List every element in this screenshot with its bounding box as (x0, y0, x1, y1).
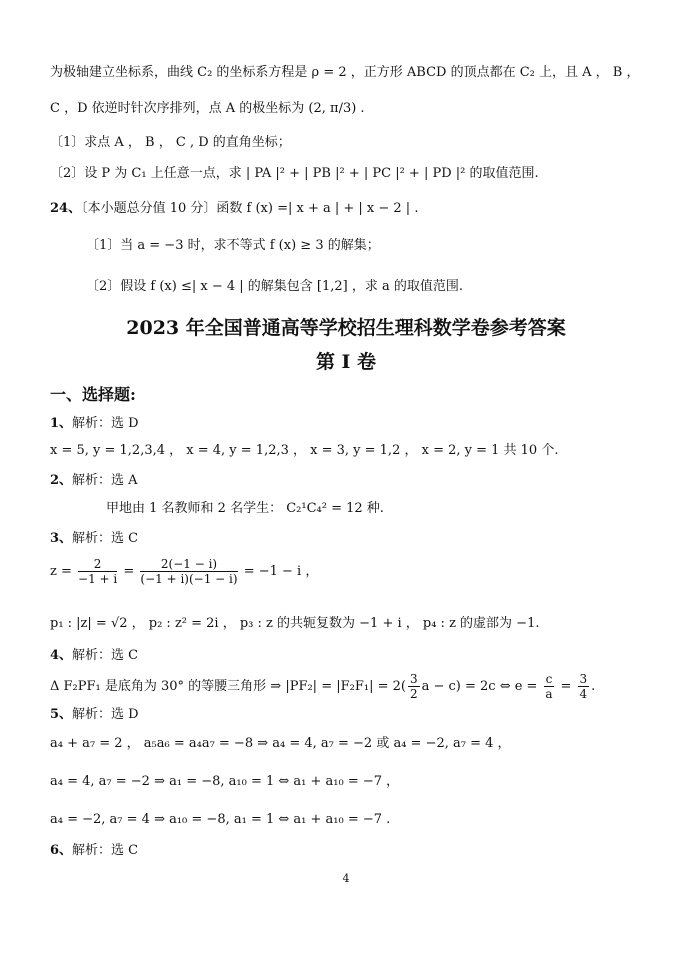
answer-3-formula: z = $\frac{2}{-1 + i}$ = $\frac{2(-1 - i)}{(-1 + i)(-1 - i)}$ = −1 − i ， (50, 557, 319, 586)
answer-4-fraction-2 (544, 672, 555, 701)
problem-24-text: 〔本小题总分值 10 分〕函数 f (x) =| x + a | + | x − 2 | . (81, 201, 419, 216)
fraction-numerator: 3 (409, 672, 418, 686)
problem-24-part1: 〔1〕当 a = −3 时，求不等式 f (x) ≥ 3 的解集； (86, 238, 380, 253)
answer-4-choice: 解析：选 C (72, 648, 139, 663)
answer-4-end: . (591, 679, 596, 694)
answer-5-number: 5、 (50, 707, 73, 722)
answer-2 (50, 472, 138, 490)
answer-5-line-1: a₄ + a₇ = 2 ， a₅a₆ = a₄a₇ = −8 ⇒ a₄ = 4, a₇ = −2 或 a₄ = −2, a₇ = 4 ， (50, 736, 511, 751)
text-line-part2: 〔2〕设 P 为 C₁ 上任意一点，求 | PA |² + | PB |² + | PC |² + | PD |² 的取值范围. (50, 166, 539, 181)
answer-title: 2023 年全国普通高等学校招生理科数学卷参考答案 (126, 317, 566, 339)
problem-24 (50, 200, 418, 218)
answer-3-lhs: z = (50, 564, 72, 579)
answer-3-fraction-1 (78, 557, 117, 586)
answer-1 (50, 415, 139, 433)
answer-4-fraction-1 (408, 672, 420, 701)
answer-5-choice: 解析：选 D (72, 707, 139, 722)
text-line-part1: 〔1〕求点 A ， B ， C , D 的直角坐标； (50, 135, 291, 150)
section-heading: 一、选择题: (50, 385, 136, 404)
problem-24-part2: 〔2〕假设 f (x) ≤| x − 4 | 的解集包含 [1,2] ，求 a 的取值范围. (86, 279, 463, 294)
answer-5-line-2: a₄ = 4, a₇ = −2 ⇒ a₁ = −8, a₁₀ = 1 ⇔ a₁ + a₁₀ = −7 ， (50, 774, 400, 789)
answer-4-mid: a − c) = 2c ⇔ e = (421, 679, 538, 694)
answer-4-fraction-3 (578, 672, 590, 701)
fraction-denominator: 4 (579, 687, 588, 701)
answer-4-eq: = (560, 679, 572, 694)
answer-5-line-3: a₄ = −2, a₇ = 4 ⇒ a₁₀ = −8, a₁ = 1 ⇔ a₁ + a₁₀ = −7 . (50, 812, 391, 827)
answer-6 (50, 842, 138, 860)
answer-4 (50, 647, 138, 665)
fraction-numerator: c (545, 672, 553, 686)
text-line-polar-curve: 为极轴建立坐标系，曲线 C₂ 的坐标系方程是 ρ = 2 ，正方形 ABCD 的顶点都在 C₂ 上，且 A ， B ， (50, 65, 640, 80)
answer-1-choice: 解析：选 D (72, 416, 139, 431)
answer-5 (50, 706, 139, 724)
answer-1-number: 1、 (50, 416, 73, 431)
answer-1-work: x = 5, y = 1,2,3,4 ， x = 4, y = 1,2,3 ， x = 3, y = 1,2 ， x = 2, y = 1 共 10 个. (50, 443, 559, 458)
fraction-numerator: 3 (579, 672, 588, 686)
problem-24-number: 24、 (50, 201, 82, 216)
fraction-denominator: (−1 + i)(−1 − i) (140, 572, 238, 586)
fraction-numerator: 2(−1 − i) (140, 557, 237, 572)
answer-3-propositions: p₁ : |z| = √2 ， p₂ : z² = 2i ， p₃ : z 的共轭复数为 −1 + i ， p₄ : z 的虚部为 −1. (50, 616, 540, 631)
answer-2-work: 甲地由 1 名教师和 2 名学生： C₂¹C₄² = 12 种. (106, 501, 384, 516)
answer-3-choice: 解析：选 C (72, 531, 139, 546)
answer-4-formula (50, 672, 595, 702)
fraction-numerator: 2 (78, 557, 117, 572)
answer-2-number: 2、 (50, 473, 73, 488)
page-number: 4 (342, 872, 350, 885)
answer-3-fraction-2 (140, 557, 237, 586)
fraction-denominator: −1 + i (78, 572, 118, 586)
answer-4-number: 4、 (50, 648, 73, 663)
answer-subtitle: 第 I 卷 (315, 351, 377, 373)
fraction-denominator: a (545, 687, 553, 701)
answer-4-pre: Δ F₂PF₁ 是底角为 30° 的等腰三角形 ⇒ |PF₂| = |F₂F₁| = 2( (50, 679, 406, 694)
answer-3-number: 3、 (50, 531, 73, 546)
answer-2-choice: 解析：选 A (72, 473, 138, 488)
fraction-denominator: 2 (409, 687, 418, 701)
answer-3-rhs: = −1 − i ， (243, 564, 319, 579)
answer-6-number: 6、 (50, 843, 73, 858)
answer-6-choice: 解析：选 C (72, 843, 139, 858)
answer-3 (50, 530, 138, 548)
text-line-point-a-polar: C ，D 依逆时针次序排列，点 A 的极坐标为 (2, π/3) . (50, 101, 365, 116)
